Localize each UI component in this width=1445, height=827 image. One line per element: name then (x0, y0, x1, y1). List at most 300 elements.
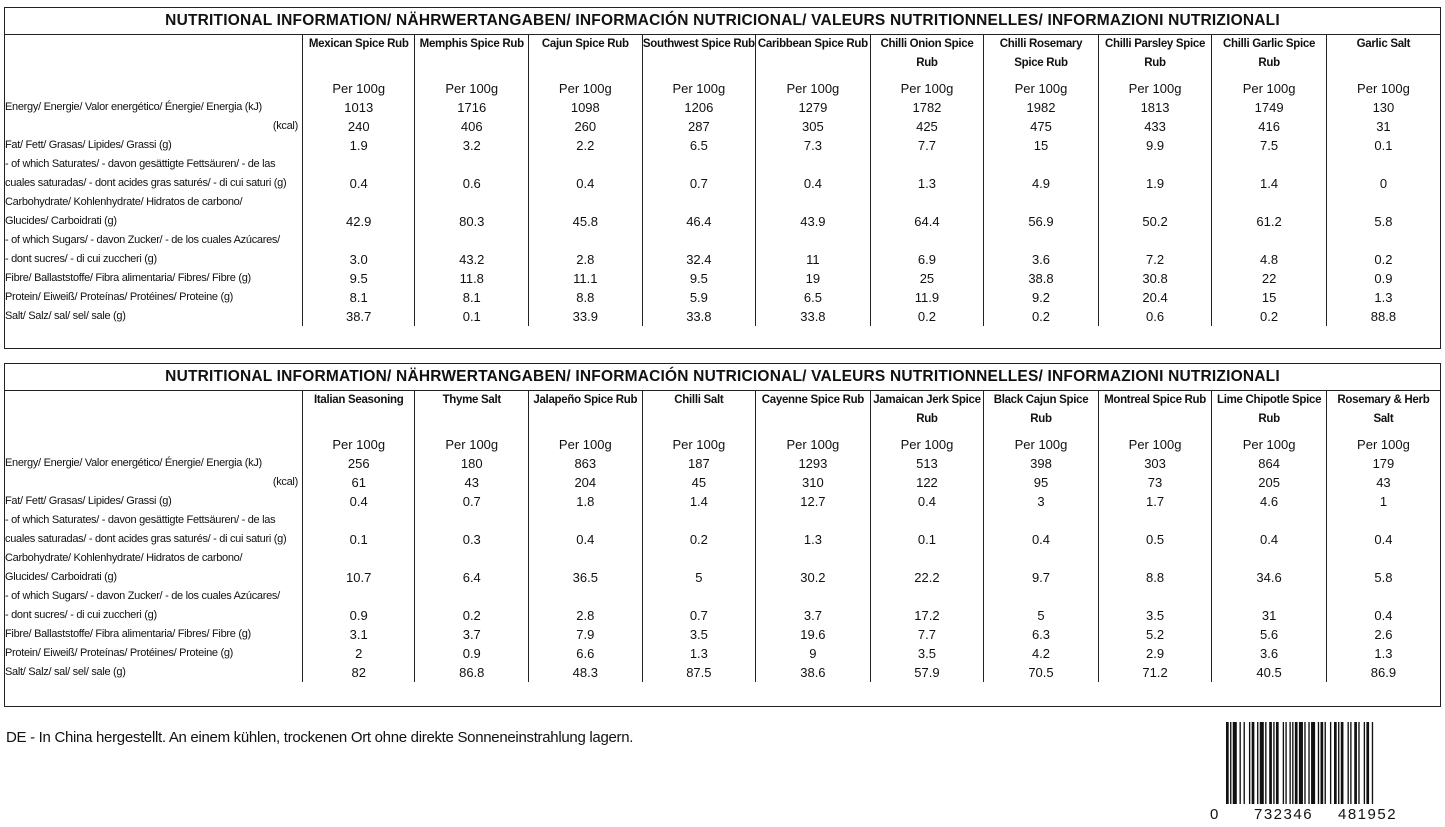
value-cell: Per 100g (302, 79, 415, 98)
value-cell: 0.1 (1326, 136, 1440, 155)
fat-label (5, 136, 302, 155)
value-cell: 416 (1212, 117, 1327, 136)
barcode-bar (1269, 722, 1272, 804)
fibre-label (5, 269, 302, 288)
value-cell: 4.9 (984, 155, 1099, 193)
product-name: Jalapeño Spice Rub (529, 391, 643, 435)
value-cell: 425 (870, 117, 984, 136)
value-cell: 86.9 (1326, 663, 1440, 682)
value-cell: 4.6 (1212, 492, 1327, 511)
barcode-bar (1366, 722, 1369, 804)
value-cell: 11 (756, 231, 871, 269)
table-row (5, 511, 1440, 549)
barcode-bar (1289, 722, 1290, 804)
value-cell: 1.4 (642, 492, 756, 511)
barcode-digits-right: 481952 (1338, 806, 1398, 823)
fibre-label (5, 625, 302, 644)
barcode-bar (1334, 722, 1337, 804)
value-cell: 19.6 (756, 625, 871, 644)
value-cell: 0.7 (415, 492, 529, 511)
value-cell: 9.2 (984, 288, 1099, 307)
value-cell: 9.5 (642, 269, 756, 288)
label-text: Energy/ Energie/ Valor energético/ Énergie/ Energia (kJ) (5, 101, 262, 113)
value-cell: 5.8 (1326, 193, 1440, 231)
label-text: Salt/ Salz/ sal/ sel/ sale (g) (5, 310, 126, 322)
value-cell: 38.6 (756, 663, 871, 682)
value-cell: Per 100g (642, 79, 756, 98)
value-cell: 7.9 (529, 625, 643, 644)
label-text: Fibre/ Ballaststoffe/ Fibra alimentaria/ Fibres/ Fibre (g) (5, 628, 251, 640)
table-row (5, 587, 1440, 625)
barcode-bar (1338, 722, 1339, 804)
value-cell: 43 (415, 473, 529, 492)
product-name: Mexican Spice Rub (302, 35, 415, 79)
value-cell: 0.5 (1098, 511, 1212, 549)
value-cell: 1.3 (756, 511, 871, 549)
label-text: - of which Saturates/ - davon gesättigte Fettsäuren/ - de las (5, 514, 276, 526)
value-cell: 287 (642, 117, 756, 136)
value-cell: 36.5 (529, 549, 643, 587)
label-text: Carbohydrate/ Kohlenhydrate/ Hidratos de carbono/ (5, 552, 243, 564)
value-cell: 1.8 (529, 492, 643, 511)
value-cell: 2.2 (529, 136, 643, 155)
barcode-bar (1292, 722, 1293, 804)
barcode-bar (1341, 722, 1344, 804)
value-cell: 130 (1326, 98, 1440, 117)
value-cell: 46.4 (642, 193, 756, 231)
salt-label (5, 663, 302, 682)
label-text: - of which Sugars/ - davon Zucker/ - de los cuales Azúcares/ (5, 590, 280, 602)
product-name: Southwest Spice Rub (642, 35, 756, 79)
value-cell: 513 (870, 454, 984, 473)
value-cell: 31 (1212, 587, 1327, 625)
value-cell: 863 (529, 454, 643, 473)
value-cell: 1716 (415, 98, 529, 117)
barcode-bar (1358, 722, 1359, 804)
value-cell: 56.9 (984, 193, 1099, 231)
value-cell: 6.9 (870, 231, 984, 269)
value-cell: 0.2 (870, 307, 984, 326)
panel-title: NUTRITIONAL INFORMATION/ NÄHRWERTANGABEN/ INFORMACIÓN NUTRICIONAL/ VALEURS NUTRITIONNELLES/ INFORMAZIONI NUTRIZIONALI (5, 8, 1440, 35)
product-name: Lime Chipotle Spice Rub (1212, 391, 1327, 435)
value-cell: 22.2 (870, 549, 984, 587)
label-text: (kcal) (272, 476, 298, 488)
value-cell: 64.4 (870, 193, 984, 231)
barcode-bar (1308, 722, 1309, 804)
value-cell: 8.1 (302, 288, 415, 307)
sugars-label (5, 587, 302, 625)
value-cell: 1.3 (1326, 644, 1440, 663)
value-cell: 1.7 (1098, 492, 1212, 511)
value-cell: Per 100g (642, 435, 756, 454)
protein-label (5, 288, 302, 307)
table-row (5, 117, 1440, 136)
barcode-bar (1330, 722, 1331, 804)
barcode-bar (1304, 722, 1305, 804)
barcode-bar (1273, 722, 1274, 804)
value-cell: 8.8 (1098, 549, 1212, 587)
value-cell: 256 (302, 454, 415, 473)
value-cell: 87.5 (642, 663, 756, 682)
value-cell: 6.3 (984, 625, 1099, 644)
value-cell: 0.2 (642, 511, 756, 549)
value-cell: 433 (1098, 117, 1212, 136)
table-row (5, 269, 1440, 288)
value-cell: 303 (1098, 454, 1212, 473)
carbohydrate-label (5, 549, 302, 587)
value-cell: 11.1 (529, 269, 643, 288)
product-name: Memphis Spice Rub (415, 35, 529, 79)
barcode-bar (1372, 722, 1373, 804)
nutrition-panel-1 (4, 7, 1441, 349)
value-cell: 30.8 (1098, 269, 1212, 288)
label-text: - of which Saturates/ - davon gesättigte Fettsäuren/ - de las (5, 158, 276, 170)
label-text: Protein/ Eiweiß/ Proteínas/ Protéines/ Proteine (g) (5, 647, 234, 659)
value-cell: 80.3 (415, 193, 529, 231)
value-cell: 33.8 (756, 307, 871, 326)
value-cell: 0.6 (415, 155, 529, 193)
value-cell: 57.9 (870, 663, 984, 682)
value-cell: Per 100g (1212, 435, 1327, 454)
value-cell: 475 (984, 117, 1099, 136)
saturates-label (5, 511, 302, 549)
value-cell: 1098 (529, 98, 643, 117)
barcode-bar (1249, 722, 1250, 804)
value-cell: Per 100g (415, 79, 529, 98)
value-cell: Per 100g (984, 435, 1099, 454)
label-text: Salt/ Salz/ sal/ sel/ sale (g) (5, 666, 126, 678)
value-cell: 5 (984, 587, 1099, 625)
value-cell: 42.9 (302, 193, 415, 231)
value-cell: 5 (642, 549, 756, 587)
value-cell: 4.2 (984, 644, 1099, 663)
value-cell: 3.5 (642, 625, 756, 644)
value-cell: 1749 (1212, 98, 1327, 117)
value-cell: Per 100g (1212, 79, 1327, 98)
value-cell: 0.4 (756, 155, 871, 193)
table-row (5, 473, 1440, 492)
value-cell: 88.8 (1326, 307, 1440, 326)
value-cell: 73 (1098, 473, 1212, 492)
value-cell: 0.2 (1212, 307, 1327, 326)
value-cell: 1.3 (1326, 288, 1440, 307)
value-cell: 310 (756, 473, 871, 492)
header-corner (5, 35, 302, 79)
label-text: - dont sucres/ - di cui zuccheri (g) (5, 253, 157, 265)
table-row (5, 644, 1440, 663)
salt-label (5, 307, 302, 326)
value-cell: 6.5 (756, 288, 871, 307)
value-cell: 187 (642, 454, 756, 473)
barcode-bar (1233, 722, 1237, 804)
value-cell: 19 (756, 269, 871, 288)
value-cell: 0.7 (642, 155, 756, 193)
value-cell: Per 100g (756, 435, 871, 454)
protein-label (5, 644, 302, 663)
barcode-bar (1295, 722, 1298, 804)
value-cell: 5.9 (642, 288, 756, 307)
value-cell: 1.9 (1098, 155, 1212, 193)
product-name: Chilli Parsley Spice Rub (1098, 35, 1212, 79)
value-cell: 82 (302, 663, 415, 682)
energy-kcal-label (5, 473, 302, 492)
table-row (5, 155, 1440, 193)
value-cell: 5.8 (1326, 549, 1440, 587)
value-cell: 9.9 (1098, 136, 1212, 155)
table-row (5, 454, 1440, 473)
product-name: Chilli Garlic Spice Rub (1212, 35, 1327, 79)
label-text: Fat/ Fett/ Grasas/ Lipides/ Grassi (g) (5, 139, 172, 151)
value-cell: 0.4 (302, 155, 415, 193)
label-text: - of which Sugars/ - davon Zucker/ - de los cuales Azúcares/ (5, 234, 280, 246)
value-cell: 2.9 (1098, 644, 1212, 663)
value-cell: 0.9 (302, 587, 415, 625)
value-cell: 5.2 (1098, 625, 1212, 644)
value-cell: 6.6 (529, 644, 643, 663)
value-cell: 6.4 (415, 549, 529, 587)
barcode-bar (1348, 722, 1349, 804)
value-cell: 38.7 (302, 307, 415, 326)
value-cell: Per 100g (870, 435, 984, 454)
product-header-row (5, 391, 1440, 435)
value-cell: 7.7 (870, 625, 984, 644)
value-cell: 32.4 (642, 231, 756, 269)
value-cell: 86.8 (415, 663, 529, 682)
value-cell: 3.6 (1212, 644, 1327, 663)
value-cell: 61 (302, 473, 415, 492)
barcode-bar (1230, 722, 1231, 804)
value-cell: 0.1 (302, 511, 415, 549)
value-cell: 33.9 (529, 307, 643, 326)
product-name: Italian Seasoning (302, 391, 415, 435)
saturates-label (5, 155, 302, 193)
value-cell: Per 100g (1326, 435, 1440, 454)
value-cell: 15 (1212, 288, 1327, 307)
barcode-bar (1350, 722, 1351, 804)
value-cell: 1279 (756, 98, 871, 117)
barcode-bar (1283, 722, 1284, 804)
value-cell: 0.2 (1326, 231, 1440, 269)
barcode-bar (1257, 722, 1258, 804)
value-cell: 11.8 (415, 269, 529, 288)
value-cell: 305 (756, 117, 871, 136)
value-cell: 2 (302, 644, 415, 663)
value-cell: 1013 (302, 98, 415, 117)
value-cell: 3.1 (302, 625, 415, 644)
value-cell: 9 (756, 644, 871, 663)
value-cell: 0.9 (415, 644, 529, 663)
table-row (5, 79, 1440, 98)
value-cell: 1 (1326, 492, 1440, 511)
value-cell: 45 (642, 473, 756, 492)
value-cell: 204 (529, 473, 643, 492)
value-cell: 0.4 (529, 511, 643, 549)
value-cell: Per 100g (756, 79, 871, 98)
label-text: cuales saturadas/ - dont acides gras saturés/ - di cui saturi (g) (5, 177, 287, 189)
value-cell: 71.2 (1098, 663, 1212, 682)
value-cell: 2.8 (529, 587, 643, 625)
value-cell: 3.7 (415, 625, 529, 644)
value-cell: 3.7 (756, 587, 871, 625)
value-cell: 43 (1326, 473, 1440, 492)
barcode-digit-first: 0 (1210, 806, 1219, 823)
product-name: Thyme Salt (415, 391, 529, 435)
value-cell: 0.4 (529, 155, 643, 193)
value-cell: 17.2 (870, 587, 984, 625)
value-cell: 8.1 (415, 288, 529, 307)
label-text: cuales saturadas/ - dont acides gras saturés/ - di cui saturi (g) (5, 533, 287, 545)
value-cell: 0.4 (302, 492, 415, 511)
value-cell: 12.7 (756, 492, 871, 511)
value-cell: 205 (1212, 473, 1327, 492)
table-row (5, 231, 1440, 269)
value-cell: 15 (984, 136, 1099, 155)
value-cell: 8.8 (529, 288, 643, 307)
table-row (5, 98, 1440, 117)
value-cell: 260 (529, 117, 643, 136)
nutrition-table (5, 35, 1440, 326)
value-cell: 38.8 (984, 269, 1099, 288)
storage-note: DE - In China hergestellt. An einem kühlen, trockenen Ort ohne direkte Sonneneinstrahlung lagern. (6, 729, 634, 746)
label-text: Protein/ Eiweiß/ Proteínas/ Protéines/ Proteine (g) (5, 291, 234, 303)
value-cell: 11.9 (870, 288, 984, 307)
fat-label (5, 492, 302, 511)
value-cell: 1982 (984, 98, 1099, 117)
table-row (5, 193, 1440, 231)
value-cell: 61.2 (1212, 193, 1327, 231)
value-cell: 3 (984, 492, 1099, 511)
energy-kj-label (5, 98, 302, 117)
value-cell: 1813 (1098, 98, 1212, 117)
barcode-bar (1252, 722, 1255, 804)
value-cell: 0.4 (1326, 587, 1440, 625)
value-cell: 122 (870, 473, 984, 492)
value-cell: 0.4 (1326, 511, 1440, 549)
product-name: Montreal Spice Rub (1098, 391, 1212, 435)
value-cell: 43.2 (415, 231, 529, 269)
label-text: Energy/ Energie/ Valor energético/ Énergie/ Energia (kJ) (5, 457, 262, 469)
barcode-bar (1318, 722, 1319, 804)
barcode-bar (1226, 722, 1229, 804)
panel-title: NUTRITIONAL INFORMATION/ NÄHRWERTANGABEN/ INFORMACIÓN NUTRICIONAL/ VALEURS NUTRITIONNELLES/ INFORMAZIONI NUTRIZIONALI (5, 364, 1440, 391)
value-cell: 3.5 (1098, 587, 1212, 625)
barcode-bar (1311, 722, 1315, 804)
value-cell: 5.6 (1212, 625, 1327, 644)
barcode-bars (1226, 722, 1422, 804)
table-row (5, 625, 1440, 644)
carbohydrate-label (5, 193, 302, 231)
product-name: Black Cajun Spice Rub (984, 391, 1099, 435)
value-cell: 33.8 (642, 307, 756, 326)
value-cell: 7.7 (870, 136, 984, 155)
value-cell: 70.5 (984, 663, 1099, 682)
barcode-bar (1240, 722, 1241, 804)
value-cell: 6.5 (642, 136, 756, 155)
value-cell: Per 100g (1098, 79, 1212, 98)
value-cell: 398 (984, 454, 1099, 473)
value-cell: 1.3 (870, 155, 984, 193)
value-cell: Per 100g (1326, 79, 1440, 98)
value-cell: 406 (415, 117, 529, 136)
value-cell: 43.9 (756, 193, 871, 231)
value-cell: 40.5 (1212, 663, 1327, 682)
label-text: Fat/ Fett/ Grasas/ Lipides/ Grassi (g) (5, 495, 172, 507)
value-cell: 31 (1326, 117, 1440, 136)
barcode-bar (1260, 722, 1264, 804)
barcode-bar (1321, 722, 1324, 804)
value-cell: 30.2 (756, 549, 871, 587)
product-name: Cayenne Spice Rub (756, 391, 871, 435)
label-text: Carbohydrate/ Kohlenhydrate/ Hidratos de carbono/ (5, 196, 243, 208)
value-cell: 3.6 (984, 231, 1099, 269)
label-text: Fibre/ Ballaststoffe/ Fibra alimentaria/ Fibres/ Fibre (g) (5, 272, 251, 284)
value-cell: 864 (1212, 454, 1327, 473)
value-cell: 1.4 (1212, 155, 1327, 193)
value-cell: 3.5 (870, 644, 984, 663)
value-cell: Per 100g (984, 79, 1099, 98)
value-cell: Per 100g (1098, 435, 1212, 454)
value-cell: 25 (870, 269, 984, 288)
value-cell: 0.2 (984, 307, 1099, 326)
table-row (5, 288, 1440, 307)
table-row (5, 663, 1440, 682)
table-row (5, 307, 1440, 326)
barcode-digits-left: 732346 (1254, 806, 1314, 823)
energy-kj-label (5, 454, 302, 473)
header-corner (5, 391, 302, 435)
value-cell: 179 (1326, 454, 1440, 473)
nutrition-panel-2 (4, 363, 1441, 707)
value-cell: 2.6 (1326, 625, 1440, 644)
value-cell: 1.9 (302, 136, 415, 155)
value-cell: 9.7 (984, 549, 1099, 587)
product-name: Caribbean Spice Rub (756, 35, 871, 79)
label-text: Glucides/ Carboidrati (g) (5, 571, 117, 583)
table-row (5, 435, 1440, 454)
barcode-bar (1354, 722, 1357, 804)
value-cell: 0.1 (870, 511, 984, 549)
value-cell: 1293 (756, 454, 871, 473)
value-cell: 0.2 (415, 587, 529, 625)
table-row (5, 492, 1440, 511)
value-cell: 7.2 (1098, 231, 1212, 269)
value-cell: 9.5 (302, 269, 415, 288)
barcode-bar (1285, 722, 1286, 804)
value-cell: 10.7 (302, 549, 415, 587)
per-label (5, 435, 302, 454)
energy-kcal-label (5, 117, 302, 136)
value-cell: 0.6 (1098, 307, 1212, 326)
value-cell: 2.8 (529, 231, 643, 269)
value-cell: 0.9 (1326, 269, 1440, 288)
value-cell: 0.4 (1212, 511, 1327, 549)
product-header-row (5, 35, 1440, 79)
value-cell: 34.6 (1212, 549, 1327, 587)
value-cell: 1782 (870, 98, 984, 117)
value-cell: 240 (302, 117, 415, 136)
value-cell: 7.3 (756, 136, 871, 155)
value-cell: 3.2 (415, 136, 529, 155)
product-name: Garlic Salt (1326, 35, 1440, 79)
barcode-bar (1299, 722, 1303, 804)
sugars-label (5, 231, 302, 269)
value-cell: 3.0 (302, 231, 415, 269)
barcode-bar (1364, 722, 1365, 804)
barcode-bar (1244, 722, 1245, 804)
value-cell: 0.4 (984, 511, 1099, 549)
barcode-bar (1265, 722, 1266, 804)
value-cell: 180 (415, 454, 529, 473)
